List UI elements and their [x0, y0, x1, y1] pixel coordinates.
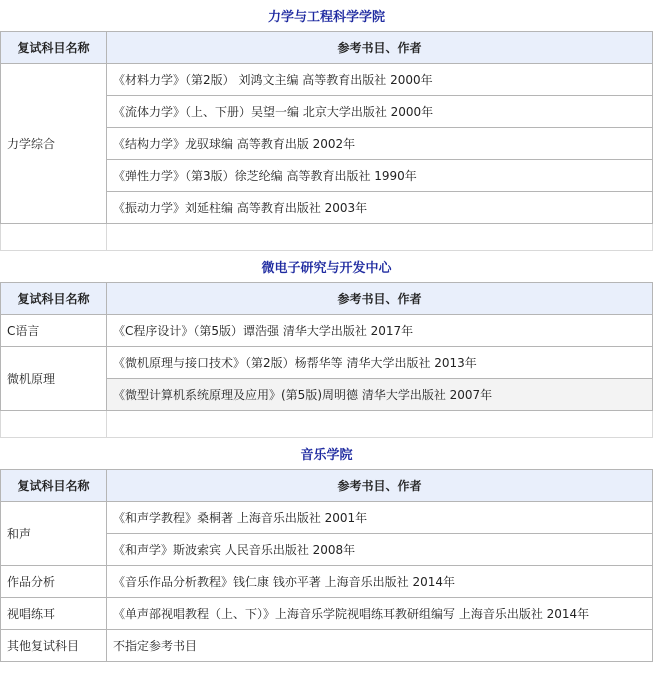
book-entry: 《振动力学》刘延柱编 高等教育出版社 2003年: [107, 192, 653, 224]
table-header-row: [1, 32, 653, 64]
subject-name: C语言: [1, 315, 107, 347]
header-subject: 复试科目名称: [1, 283, 107, 315]
subject-name: 视唱练耳: [1, 598, 107, 630]
table-row: [1, 630, 653, 662]
section-title: 力学与工程科学学院: [1, 0, 653, 32]
table-row: [1, 598, 653, 630]
section-title: 音乐学院: [1, 438, 653, 470]
book-entry: 《和声学》斯波索宾 人民音乐出版社 2008年: [107, 534, 653, 566]
subject-name: 力学综合: [1, 64, 107, 224]
table-row: [1, 315, 653, 347]
header-books: 参考书目、作者: [107, 470, 653, 502]
table-header-row: [1, 283, 653, 315]
section-title: 微电子研究与开发中心: [1, 251, 653, 283]
book-entry: 不指定参考书目: [107, 630, 653, 662]
book-entry: 《音乐作品分析教程》钱仁康 钱亦平著 上海音乐出版社 2014年: [107, 566, 653, 598]
header-subject: 复试科目名称: [1, 32, 107, 64]
book-entry: 《单声部视唱教程（上、下）》上海音乐学院视唱练耳教研组编写 上海音乐出版社 2014年: [107, 598, 653, 630]
book-entry: 《弹性力学》（第3版）徐芝纶编 高等教育出版社 1990年: [107, 160, 653, 192]
header-books: 参考书目、作者: [107, 32, 653, 64]
table-row: [1, 64, 653, 96]
book-entry: 《流体力学》（上、下册）吴望一编 北京大学出版社 2000年: [107, 96, 653, 128]
book-entry: 《C程序设计》（第5版）谭浩强 清华大学出版社 2017年: [107, 315, 653, 347]
section-title-row: [1, 251, 653, 283]
book-entry: 《微机原理与接口技术》（第2版）杨帮华等 清华大学出版社 2013年: [107, 347, 653, 379]
book-entry: 《和声学教程》桑桐著 上海音乐出版社 2001年: [107, 502, 653, 534]
header-subject: 复试科目名称: [1, 470, 107, 502]
header-books: 参考书目、作者: [107, 283, 653, 315]
book-entry: 《结构力学》龙驭球编 高等教育出版 2002年: [107, 128, 653, 160]
section-title-row: [1, 0, 653, 32]
subject-name: 作品分析: [1, 566, 107, 598]
spacer-row: [1, 411, 653, 438]
book-entry: 《材料力学》（第2版） 刘鸿文主编 高等教育出版社 2000年: [107, 64, 653, 96]
section-title-row: [1, 438, 653, 470]
subject-name: 和声: [1, 502, 107, 566]
table-row: [1, 502, 653, 534]
table-header-row: [1, 470, 653, 502]
table-row: [1, 566, 653, 598]
subject-name: 其他复试科目: [1, 630, 107, 662]
book-entry: 《微型计算机系统原理及应用》(第5版)周明德 清华大学出版社 2007年: [107, 379, 653, 411]
table-row: [1, 347, 653, 379]
spacer-row: [1, 224, 653, 251]
subject-name: 微机原理: [1, 347, 107, 411]
